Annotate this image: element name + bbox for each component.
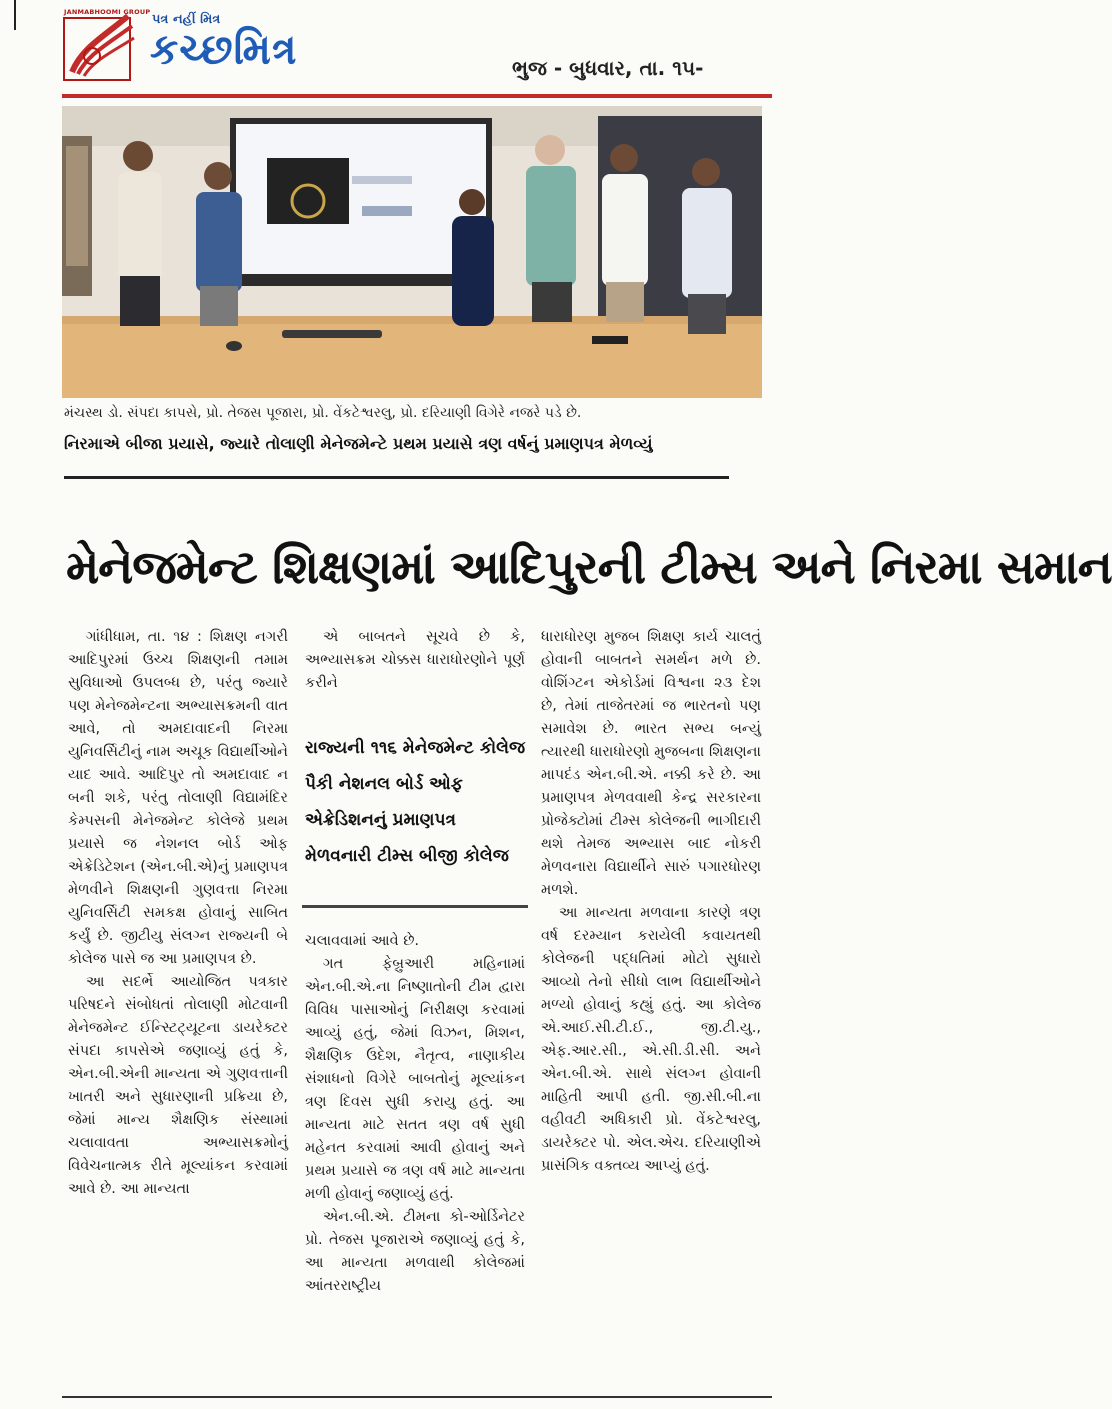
janmabhoomi-logo-icon	[62, 8, 136, 82]
article-column-3	[541, 626, 761, 1178]
article-column-2-bottom	[305, 930, 525, 1298]
paragraph: ધારાધોરણ મુજબ શિક્ષણ કાર્ય ચાલતું હોવાની બાબતને સમર્થન મળે છે. વોશિંગ્ટન એકોર્ડમાં વિશ્વના ૨૩ દેશ છે, તેમાં તાજેતરમાં જ ભારતનો પણ સમાવેશ છે. ભારત સભ્ય બન્યું ત્યારથી ધારાધોરણો મુજબના શિક્ષણના માપદંડ એન.બી.એ. નક્કી કરે છે. આ પ્રમાણપત્ર મેળવવાથી કેન્દ્ર સરકારના પ્રોજેક્ટોમાં ટીમ્સ કોલેજની ભાગીદારી થશે તેમજ અભ્યાસ બાદ નોકરી મેળવનારા વિદ્યાર્થીને સારું પગારધોરણ મળશે.	[541, 629, 761, 898]
event-photo	[62, 106, 762, 398]
pull-quote: રાજ્યની ૧૧૬ મેનેજમેન્ટ કોલેજ પૈકી નેશનલ બોર્ડ ઓફ એક્રેડિશનનું પ્રમાણપત્ર મેળવનારી ટીમ્સ બીજી કોલેજ	[305, 738, 526, 866]
paragraph: એન.બી.એ. ટીમના કો-ઓર્ડિનેટર પ્રો. તેજસ પૂજારાએ જણાવ્યું હતું કે, આ માન્યતા મળવાથી કોલેજમાં આંતરરાષ્ટ્રીય	[305, 1209, 525, 1294]
headline-text: મેનેજમેન્ટ શિક્ષણમાં આદિપુરની ટીમ્સ અને નિરમા સમાન	[66, 540, 1112, 595]
article-column-2-top	[305, 626, 525, 695]
logo-group-text: JANMABHOOMI GROUP	[64, 8, 151, 16]
paragraph: આ સદર્ભે આયોજિત પત્રકાર પરિષદને સંબોધતાં તોલાણી મોટવાની મેનેજમેન્ટ ઈન્સ્ટિટ્યૂટના ડાયરેક્ટર સંપદા કાપસેએ જણાવ્યું હતું કે, એન.બી.એની માન્યતા એ ગુણવત્તાની ખાતરી અને સુધારણાની પ્રક્રિયા છે, જેમાં માન્ય શૈક્ષણિક સંસ્થામાં ચલાવાવતા અભ્યાસક્રમોનું વિવેચનાત્મક રીતે મૂલ્યાંકન કરવામાં આવે છે. આ માન્યતા	[68, 974, 288, 1197]
photo-caption: મંચસ્થ ડો. સંપદા કાપસે, પ્રો. તેજસ પૂજારા, પ્રો. વેંકટેશ્વરલુ, પ્રો. દરિયાણી વિગેરે નજરે પડે છે.	[64, 405, 582, 421]
paragraph: આ માન્યતા મળવાના કારણે ત્રણ વર્ષ દરમ્યાન કરાયેલી કવાયતથી કોલેજની પદ્ધતિમાં મોટો સુધારો આવ્યો તેનો સીધો લાભ વિદ્યાર્થીઓને મળ્યો હોવાનું કહ્યું હતું. આ કોલેજ એ.આઈ.સી.ટી.ઈ., જી.ટી.યુ., એફ.આર.સી., એ.સી.ડી.સી. અને એન.બી.એ. સાથે સંલગ્ન હોવાની માહિતી આપી હતી. જી.સી.બી.ના વહીવટી અધિકારી પ્રો. વેંકટેશ્વરલુ, ડાયરેક્ટર પો. એલ.એચ. દરિયાણીએ પ્રાસંગિક વક્તવ્ય આપ્યું હતું.	[541, 905, 761, 1174]
subheadline: નિરમાએ બીજા પ્રયાસે, જ્યારે તોલાણી મેનેજમેન્ટે પ્રથમ પ્રયાસે ત્રણ વર્ષનું પ્રમાણપત્ર મેળવ્યું	[64, 434, 653, 453]
pull-quote-rule	[302, 905, 528, 908]
paragraph: ચલાવવામાં આવે છે.	[305, 933, 420, 949]
masthead-tagline: પત્ર નહીં મિત્ર	[152, 12, 221, 27]
page-bottom-rule	[62, 1396, 772, 1398]
masthead-brand: કચ્છમિત્ર	[150, 25, 298, 75]
masthead-rule	[62, 94, 772, 98]
masthead-dateline: ભુજ - બુધવાર, તા. ૧૫-	[512, 56, 704, 80]
paragraph: ગત ફેબ્રુઆરી મહિનામાં એન.બી.એ.ના નિષ્ણાતોની ટીમ દ્વારા વિવિધ પાસાઓનું નિરીક્ષણ કરવામાં આવ્યું હતું, જેમાં વિઝન, મિશન, શૈક્ષણિક ઉદેશ, નૈતૃત્વ, નાણાકીય સંશાધનો વિગેરે બાબતોનું મૂલ્યાંકન ત્રણ દિવસ સુધી કરાયુ હતું. આ માન્યતા માટે સતત ત્રણ વર્ષ સુધી મહેનત કરવામાં આવી હોવાનું અને પ્રથમ પ્રયાસે જ ત્રણ વર્ષ માટે માન્યતા મળી હોવાનું જણાવ્યું હતું.	[305, 956, 525, 1202]
subheadline-underline	[64, 476, 729, 479]
paragraph: ગાંધીધામ, તા. ૧૪ : શિક્ષણ નગરી આદિપુરમાં ઉચ્ચ શિક્ષણની તમામ સુવિધાઓ ઉપલબ્ધ છે, પરંતુ જ્યારે પણ મેનેજમેન્ટના અભ્યાસક્રમની વાત આવે, તો અમદાવાદની નિરમા યુનિવર્સિટીનું નામ અચૂક વિદ્યાર્થીઓને યાદ આવે. આદિપુર તો અમદાવાદ ન બની શકે, પરંતુ તોલાણી વિદ્યામંદિર કેમ્પસની મેનેજમેન્ટ કોલેજે પ્રથમ પ્રયાસે જ નેશનલ બોર્ડ ઓફ એક્રેડિટેશન (એન.બી.એ)નું પ્રમાણપત્ર મેળવીને શિક્ષણની ગુણવત્તા નિરમા યુનિવર્સિટી સમકક્ષ હોવાનું સાબિત કર્યું છે. જીટીયુ સંલગ્ન રાજ્યની બે કોલેજ પાસે જ આ પ્રમાણપત્ર છે.	[68, 629, 288, 967]
paragraph: એ બાબતને સૂચવે છે કે, અભ્યાસક્રમ ચોક્કસ ધારાધોરણોને પૂર્ણ કરીને	[305, 629, 525, 691]
article-column-1	[68, 626, 288, 1201]
masthead	[0, 0, 772, 100]
event-photo-illustration	[62, 106, 762, 398]
